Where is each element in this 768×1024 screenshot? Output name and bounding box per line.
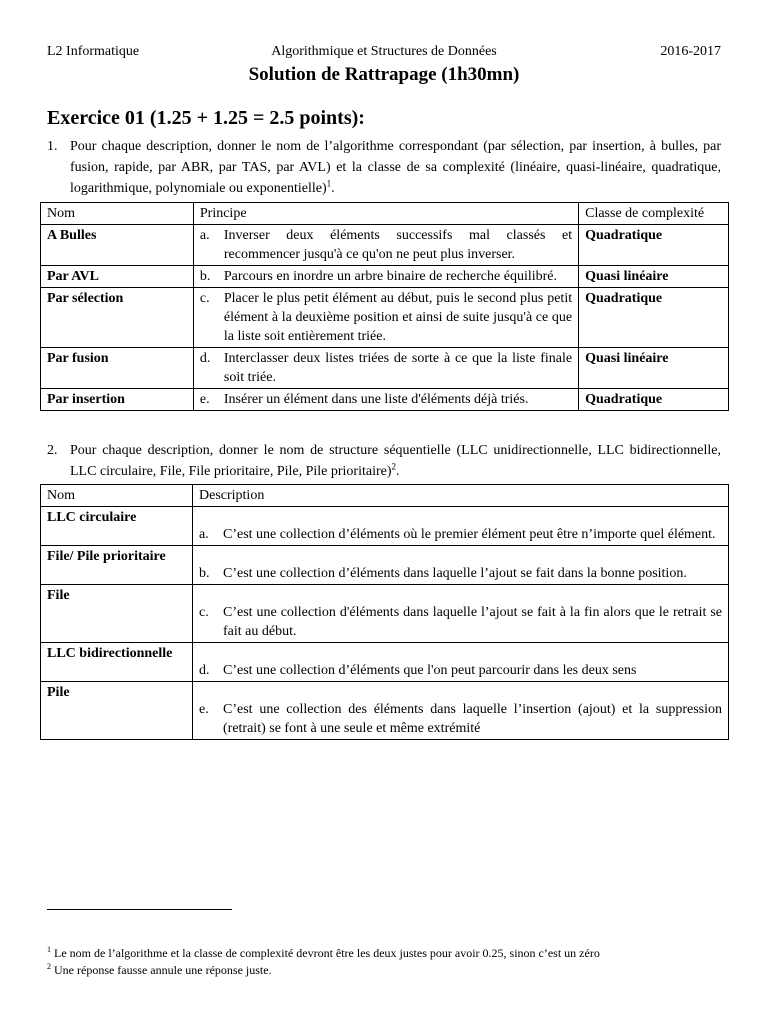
algorithm-name: A Bulles [41, 225, 194, 266]
footnote-1-ref: 1 [47, 945, 51, 954]
complexity-class: Quadratique [579, 225, 729, 266]
item-letter: a. [199, 228, 210, 243]
structure-description [193, 682, 729, 740]
question-2 [47, 440, 721, 482]
item-letter: c. [199, 291, 210, 306]
complexity-class: Quasi linéaire [579, 348, 729, 389]
item-letter: d. [199, 351, 211, 366]
question-1 [47, 136, 721, 199]
table-row [41, 643, 729, 682]
complexity-class: Quadratique [579, 288, 729, 348]
table-row [41, 682, 729, 740]
principle-text: Interclasser deux listes triées de sorte à ce que la liste finale soit triée. [223, 351, 573, 385]
complexity-class: Quasi linéaire [579, 266, 729, 288]
column-header-name: Nom [41, 485, 193, 507]
page-header [47, 44, 721, 64]
document-title: Solution de Rattrapage (1h30mn) [248, 64, 520, 85]
description-text: C’est une collection d'éléments dans laquelle l’ajout se fait à la fin alors que le retrait se fait au début. [223, 605, 722, 639]
footnote-2-text: Une réponse fausse annule une réponse juste. [54, 963, 272, 977]
principle-text: Insérer un élément dans une liste d'éléments déjà triés. [223, 392, 529, 407]
algorithm-principle [193, 389, 578, 411]
complexity-class: Quadratique [579, 389, 729, 411]
structure-description [193, 546, 729, 585]
table-header-row [41, 203, 729, 225]
table-row [41, 389, 729, 411]
description-text: C’est une collection d’éléments dans laquelle l’ajout se fait dans la bonne position. [223, 566, 687, 581]
footnote-2-ref: 2 [47, 962, 51, 971]
table-row [41, 266, 729, 288]
item-letter: b. [199, 566, 210, 581]
item-letter: e. [199, 392, 210, 407]
structure-name: File/ Pile prioritaire [41, 546, 193, 585]
item-letter: c. [199, 605, 209, 620]
structures-table [40, 484, 729, 740]
algorithm-name: Par insertion [41, 389, 194, 411]
footnote-1-text: Le nom de l’algorithme et la classe de complexité devront être les deux justes pour avoir 0.25, sinon c’est un zéro [54, 946, 600, 960]
question-2-body: Pour chaque description, donner le nom de structure séquentielle (LLC unidirectionnelle, LLC bidirectionnelle, LLC circulaire, File, File prioritaire, Pile, Pile prioritaire) [70, 443, 721, 479]
structure-name: LLC circulaire [41, 507, 193, 546]
table-row [41, 546, 729, 585]
table-row [41, 288, 729, 348]
footnote-ref-2: 2 [391, 461, 397, 472]
algorithm-name: Par AVL [41, 266, 194, 288]
algorithm-name: Par fusion [41, 348, 194, 389]
question-1-number: 1. [47, 139, 58, 154]
structure-description [193, 585, 729, 643]
column-header-principle: Principe [193, 203, 578, 225]
algorithm-principle [193, 266, 578, 288]
question-1-end: . [331, 181, 335, 196]
column-header-name: Nom [41, 203, 194, 225]
description-text: C’est une collection d’éléments où le premier élément peut être n’importe quel élément. [223, 527, 716, 542]
item-letter: b. [199, 269, 211, 284]
description-text: C’est une collection d’éléments que l'on peut parcourir dans les deux sens [223, 663, 637, 678]
header-subject: Algorithmique et Structures de Données [271, 44, 497, 59]
structure-description [193, 507, 729, 546]
footnote-separator [47, 909, 232, 910]
item-letter: d. [199, 663, 210, 678]
item-letter: a. [199, 527, 209, 542]
question-1-body: Pour chaque description, donner le nom de l’algorithme correspondant (par sélection, par insertion, à bulles, par fusion, rapide, par ABR, par TAS, par AVL) et la classe de sa complexité (linéaire, quasi-linéaire, quadratique, logarithmique, polynomiale ou exponentielle) [70, 139, 721, 196]
exercise-title: Exercice 01 (1.25 + 1.25 = 2.5 points): [47, 107, 365, 129]
principle-text: Parcours en inordre un arbre binaire de recherche équilibré. [223, 269, 557, 284]
structure-name: LLC bidirectionnelle [41, 643, 193, 682]
structure-name: Pile [41, 682, 193, 740]
item-letter: e. [199, 702, 209, 717]
footnote-1 [47, 946, 727, 961]
footnote-ref-1: 1 [326, 178, 332, 189]
question-2-text [70, 440, 721, 482]
table-row [41, 348, 729, 389]
question-2-number: 2. [47, 443, 58, 458]
question-2-end: . [396, 464, 400, 479]
table-row [41, 585, 729, 643]
structure-name: File [41, 585, 193, 643]
table-row [41, 225, 729, 266]
column-header-description: Description [193, 485, 729, 507]
structure-description [193, 643, 729, 682]
principle-text: Placer le plus petit élément au début, puis le second plus petit élément à la deuxième position et ainsi de suite jusqu'à ce que la liste soit entièrement triée. [223, 291, 573, 344]
question-1-text [70, 136, 721, 199]
algorithm-principle [193, 225, 578, 266]
algorithm-principle [193, 288, 578, 348]
algorithm-name: Par sélection [41, 288, 194, 348]
description-text: C’est une collection des éléments dans laquelle l’insertion (ajout) et la suppression (retrait) se font à une seule et même extrémité [223, 702, 722, 736]
header-course: L2 Informatique [47, 44, 140, 59]
header-year: 2016-2017 [660, 44, 721, 59]
footnote-2 [47, 963, 727, 978]
table-header-row [41, 485, 729, 507]
algorithms-table [40, 202, 729, 411]
principle-text: Inverser deux éléments successifs mal classés et recommencer jusqu'à ce qu'on ne peut plus inverser. [223, 228, 573, 262]
algorithm-principle [193, 348, 578, 389]
table-row [41, 507, 729, 546]
column-header-complexity: Classe de complexité [579, 203, 729, 225]
